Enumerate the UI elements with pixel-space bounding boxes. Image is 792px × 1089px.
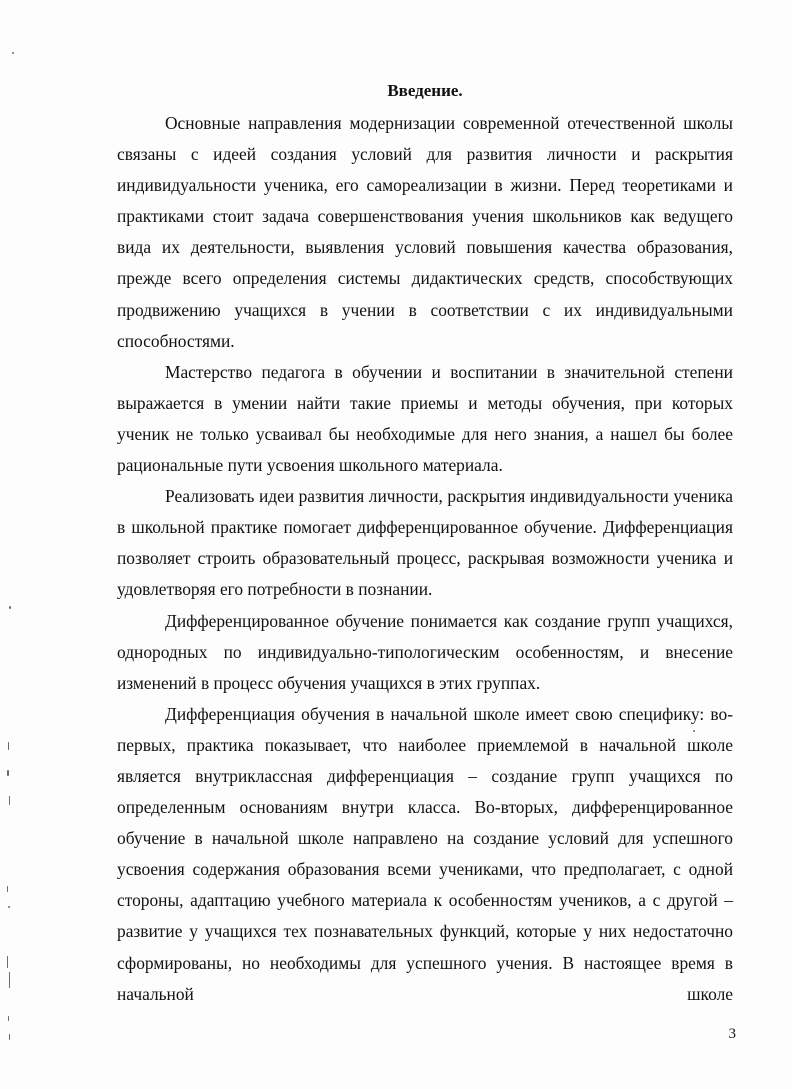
body-text (117, 108, 733, 1010)
paragraph: Основные направления модернизации современной отечественной школы связаны с идеей создания условий для развития личности и раскрытия индивидуальности ученика, его самореализации в жизни. Перед теоретиками и практиками стоит задача совершенствования учения школьников как ведущего вида их деятельности, выявления условий повышения качества образования, прежде всего определения системы дидактических средств, способствующих продвижению учащихся в учении в соответствии с их индивидуальными способностями. (117, 113, 733, 351)
paragraph: Дифференциация обучения в начальной школе имеет свою специфику: во-первых, практика показывает, что наиболее приемлемой в начальной школе является внутриклассная дифференциация – создание групп учащихся по определенным основаниям внутри класса. Во-вторых, дифференцированное обучение в начальной школе направлено на создание условий для успешного усвоения содержания образования всеми учениками, что предполагает, с одной стороны, адаптацию учебного материала к особенностям учеников, а с другой – развитие у учащихся тех познавательных функций, которые у них недостаточно сформированы, но необходимы для успешного учения. В настоящее время в начальной школе (117, 703, 733, 1004)
scan-speck (12, 52, 14, 54)
scan-speck (9, 972, 10, 988)
scan-speck (7, 770, 9, 776)
scan-speck (8, 742, 9, 750)
page-number: 3 (728, 1026, 736, 1042)
scan-speck (7, 956, 8, 968)
scan-speck (9, 1034, 10, 1040)
paragraph: Реализовать идеи развития личности, раскрытия индивидуальности ученика в школьной практике помогает дифференцированное обучение. Дифференциация позволяет строить образовательный процесс, раскрывая возможности ученика и удовлетворяя его потребности в познании. (117, 486, 733, 600)
scan-speck (8, 1016, 9, 1021)
scan-speck (7, 886, 8, 892)
paragraph: Дифференцированное обучение понимается как создание групп учащихся, однородных по индивидуально-типологическим особенностям, и внесение изменений в процесс обучения учащихся в этих группах. (117, 610, 733, 693)
paragraph: Мастерство педагога в обучении и воспитании в значительной степени выражается в умении найти такие приемы и методы обучения, при которых ученик не только усваивал бы необходимые для него знания, а нашел бы более рациональные пути усвоения школьного материала. (117, 361, 733, 476)
section-title: Введение. (387, 81, 463, 100)
scan-speck (9, 796, 10, 805)
scan-speck (693, 730, 695, 732)
scan-speck (9, 606, 11, 609)
scan-speck (8, 906, 10, 908)
